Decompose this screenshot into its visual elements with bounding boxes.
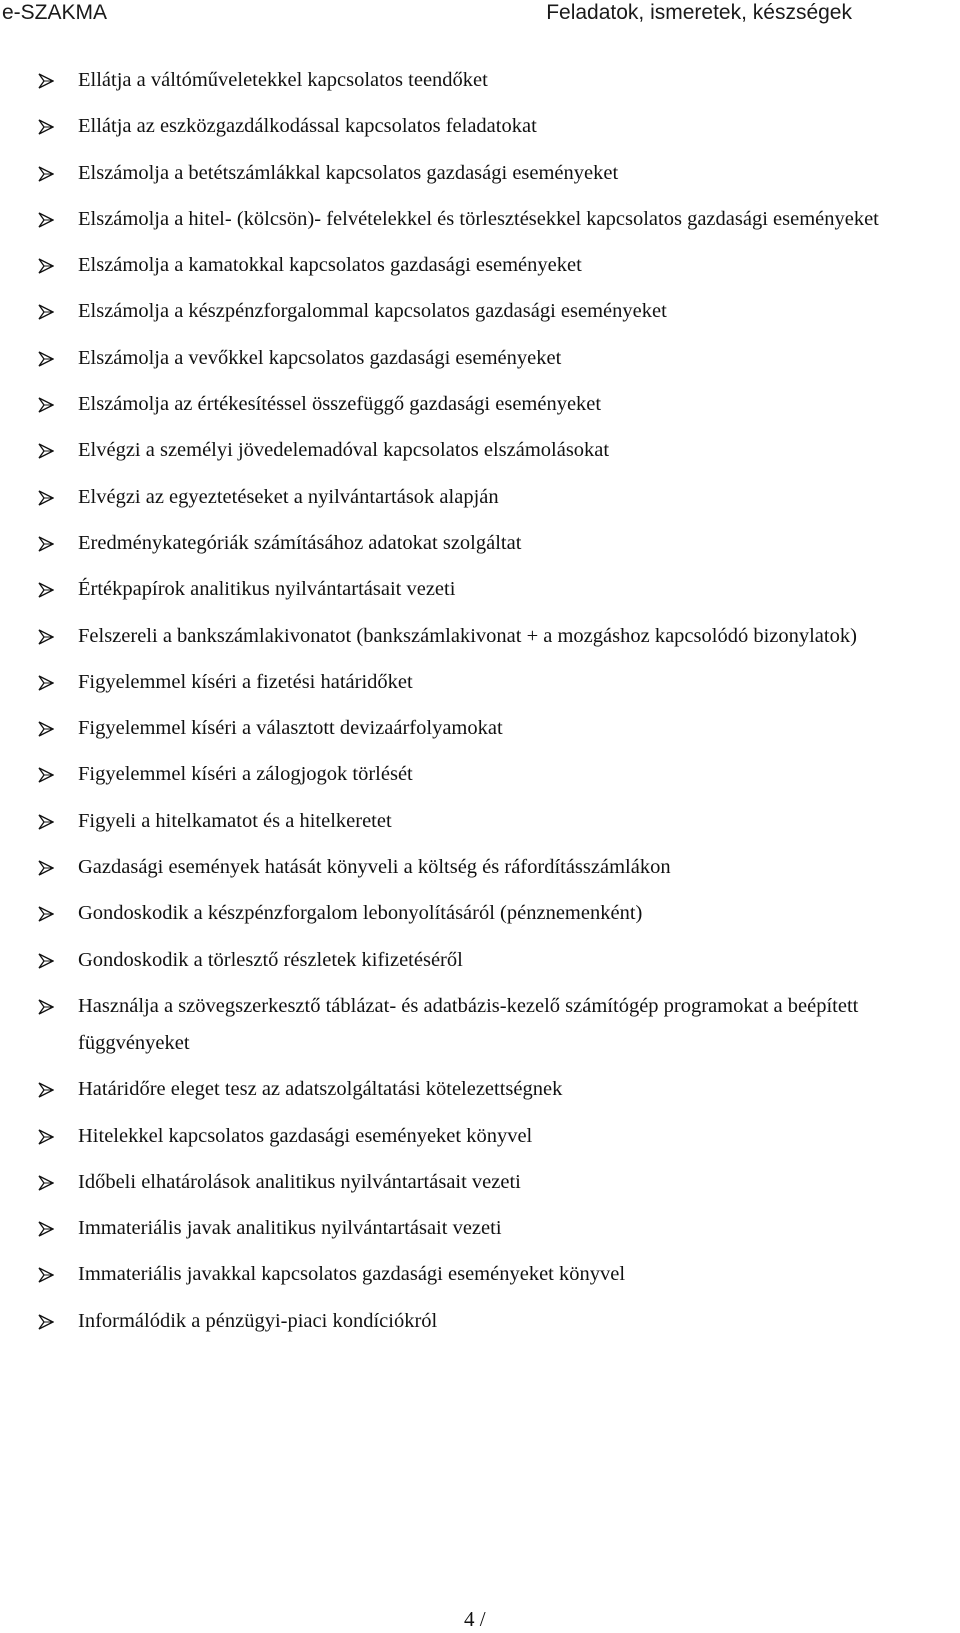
arrowhead-bullet-icon bbox=[38, 1267, 54, 1283]
arrowhead-bullet-icon bbox=[38, 351, 54, 367]
arrowhead-bullet-icon bbox=[38, 814, 54, 830]
list-item bbox=[0, 386, 960, 423]
list-item-text: Elszámolja a készpénzforgalommal kapcsolatos gazdasági eseményeket bbox=[78, 300, 667, 323]
arrowhead-bullet-icon bbox=[38, 582, 54, 598]
list-item-text: Elszámolja a kamatokkal kapcsolatos gazdasági eseményeket bbox=[78, 254, 582, 277]
list-item bbox=[0, 756, 960, 793]
list-item bbox=[0, 1164, 960, 1201]
list-item-text: Értékpapírok analitikus nyilvántartásait vezeti bbox=[78, 578, 456, 601]
list-item-text: Immateriális javakkal kapcsolatos gazdasági eseményeket könyvel bbox=[78, 1263, 626, 1286]
list-item bbox=[0, 942, 960, 979]
list-item bbox=[0, 1303, 960, 1340]
arrowhead-bullet-icon bbox=[38, 212, 54, 228]
arrowhead-bullet-icon bbox=[38, 490, 54, 506]
list-item bbox=[0, 201, 960, 238]
list-item bbox=[0, 293, 960, 330]
list-item bbox=[0, 1071, 960, 1108]
arrowhead-bullet-icon bbox=[38, 119, 54, 135]
arrowhead-bullet-icon bbox=[38, 1082, 54, 1098]
list-item-text: Ellátja az eszközgazdálkodással kapcsolatos feladatokat bbox=[78, 115, 537, 138]
list-item bbox=[0, 432, 960, 469]
list-item bbox=[0, 340, 960, 377]
arrowhead-bullet-icon bbox=[38, 767, 54, 783]
list-item-text: Gondoskodik a készpénzforgalom lebonyolításáról (pénznemenként) bbox=[78, 902, 643, 925]
list-item-text: Használja a szövegszerkesztő táblázat- és adatbázis-kezelő számítógép programokat a beépített függvényeket bbox=[78, 994, 859, 1054]
list-item-text: Időbeli elhatárolások analitikus nyilvántartásait vezeti bbox=[78, 1170, 521, 1193]
list-item bbox=[0, 1210, 960, 1247]
arrowhead-bullet-icon bbox=[38, 999, 54, 1015]
list-item-text: Elszámolja a vevőkkel kapcsolatos gazdasági eseményeket bbox=[78, 346, 562, 369]
page-number: 4 / bbox=[464, 1607, 486, 1631]
list-item-text: Eredménykategóriák számításához adatokat szolgáltat bbox=[78, 531, 522, 554]
arrowhead-bullet-icon bbox=[38, 1221, 54, 1237]
arrowhead-bullet-icon bbox=[38, 304, 54, 320]
list-item-text: Gondoskodik a törlesztő részletek kifizetéséről bbox=[78, 948, 463, 971]
list-item-text: Elszámolja a betétszámlákkal kapcsolatos gazdasági eseményeket bbox=[78, 161, 619, 184]
list-item-text: Hitelekkel kapcsolatos gazdasági eseményeket könyvel bbox=[78, 1124, 533, 1147]
header-left-title: e-SZAKMA bbox=[2, 1, 108, 24]
arrowhead-bullet-icon bbox=[38, 906, 54, 922]
list-item bbox=[0, 803, 960, 840]
arrowhead-bullet-icon bbox=[38, 860, 54, 876]
arrowhead-bullet-icon bbox=[38, 258, 54, 274]
list-item-text: Figyelemmel kíséri a zálogjogok törlését bbox=[78, 763, 413, 786]
list-item bbox=[0, 664, 960, 701]
arrowhead-bullet-icon bbox=[38, 953, 54, 969]
list-item-text: Ellátja a váltóműveletekkel kapcsolatos teendőket bbox=[78, 69, 488, 91]
arrowhead-bullet-icon bbox=[38, 73, 54, 89]
list-item bbox=[0, 62, 960, 99]
list-item bbox=[0, 1118, 960, 1155]
arrowhead-bullet-icon bbox=[38, 536, 54, 552]
list-item-text: Elszámolja az értékesítéssel összefüggő gazdasági eseményeket bbox=[78, 393, 602, 416]
list-item-text: Figyelemmel kíséri a választott devizaárfolyamokat bbox=[78, 717, 503, 740]
list-item bbox=[0, 155, 960, 192]
arrowhead-bullet-icon bbox=[38, 443, 54, 459]
arrowhead-bullet-icon bbox=[38, 1129, 54, 1145]
list-item-text: Informálódik a pénzügyi-piaci kondíciókról bbox=[78, 1309, 438, 1332]
header-right-title: Feladatok, ismeretek, készségek bbox=[546, 1, 852, 24]
list-item-text: Figyelemmel kíséri a fizetési határidőket bbox=[78, 670, 413, 693]
task-list bbox=[0, 62, 960, 1349]
list-item bbox=[0, 710, 960, 747]
arrowhead-bullet-icon bbox=[38, 1175, 54, 1191]
list-item bbox=[0, 895, 960, 932]
arrowhead-bullet-icon bbox=[38, 629, 54, 645]
list-item-text: Elvégzi az egyeztetéseket a nyilvántartások alapján bbox=[78, 485, 499, 508]
list-item bbox=[0, 988, 960, 1062]
list-item-text: Elszámolja a hitel- (kölcsön)- felvételekkel és törlesztésekkel kapcsolatos gazdasági eseményeket bbox=[78, 207, 879, 230]
arrowhead-bullet-icon bbox=[38, 675, 54, 691]
page-header bbox=[0, 0, 960, 30]
arrowhead-bullet-icon bbox=[38, 1314, 54, 1330]
list-item-text: Elvégzi a személyi jövedelemadóval kapcsolatos elszámolásokat bbox=[78, 439, 610, 462]
list-item-text: Immateriális javak analitikus nyilvántartásait vezeti bbox=[78, 1217, 502, 1240]
list-item bbox=[0, 479, 960, 516]
list-item bbox=[0, 108, 960, 145]
arrowhead-bullet-icon bbox=[38, 721, 54, 737]
list-item-text: Határidőre eleget tesz az adatszolgáltatási kötelezettségnek bbox=[78, 1078, 563, 1101]
arrowhead-bullet-icon bbox=[38, 166, 54, 182]
list-item bbox=[0, 618, 960, 655]
list-item bbox=[0, 525, 960, 562]
list-item bbox=[0, 849, 960, 886]
list-item-text: Felszereli a bankszámlakivonatot (bankszámlakivonat + a mozgáshoz kapcsolódó bizonylatok) bbox=[78, 624, 857, 647]
list-item-text: Figyeli a hitelkamatot és a hitelkeretet bbox=[78, 809, 392, 832]
list-item-text: Gazdasági események hatását könyveli a költség és ráfordításszámlákon bbox=[78, 856, 671, 879]
arrowhead-bullet-icon bbox=[38, 397, 54, 413]
list-item bbox=[0, 1256, 960, 1293]
list-item bbox=[0, 571, 960, 608]
list-item bbox=[0, 247, 960, 284]
